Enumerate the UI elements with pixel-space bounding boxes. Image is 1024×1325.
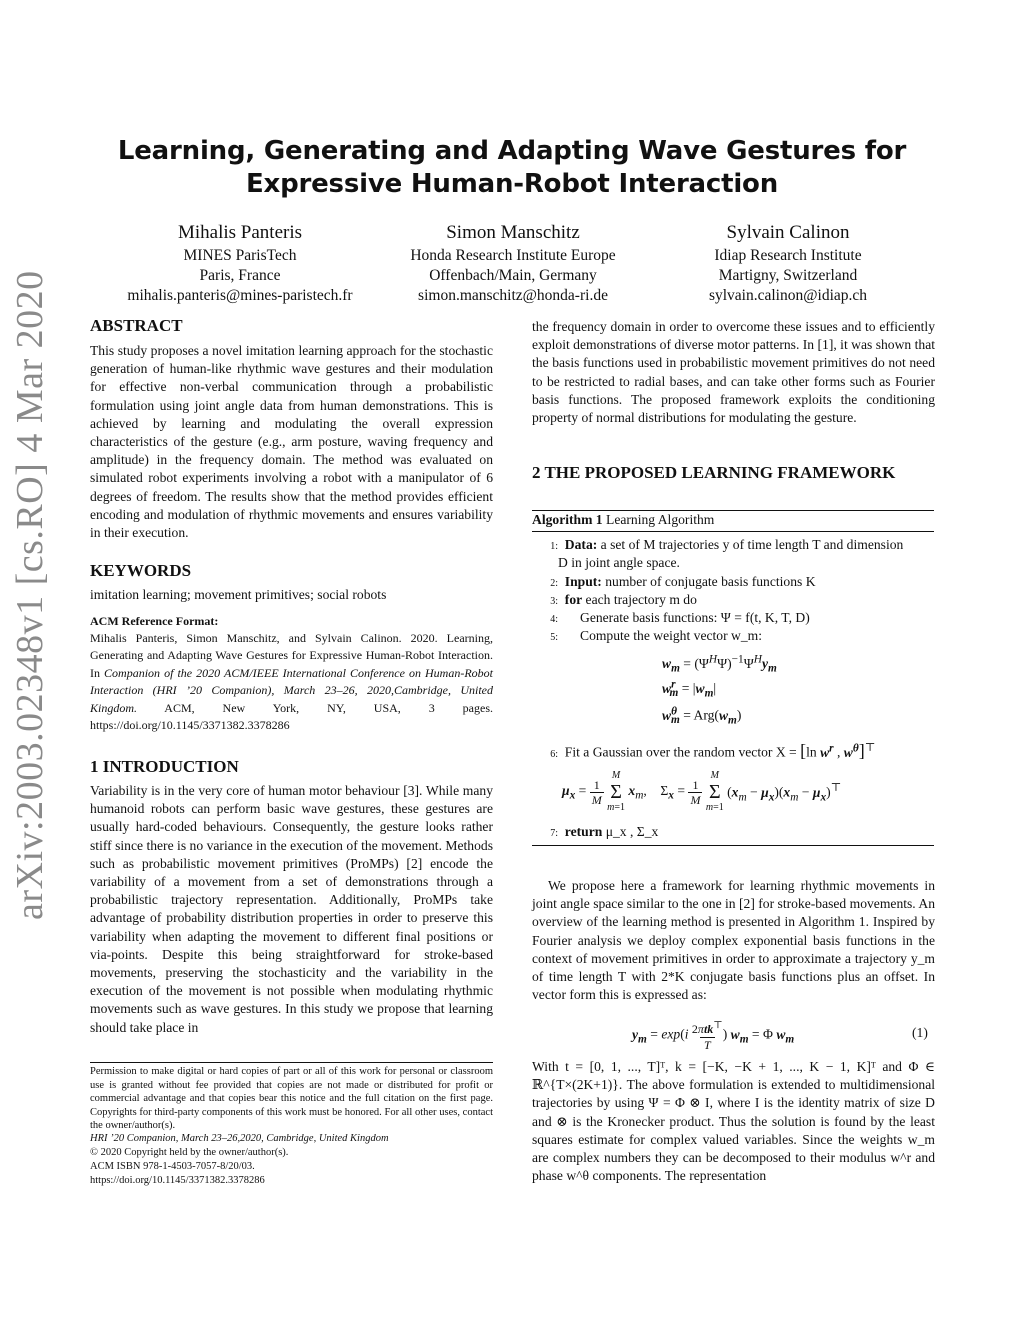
equation-wr: $w^r_m = |w_m|$ xyxy=(662,678,717,700)
abstract-heading: ABSTRACT xyxy=(90,316,183,335)
algo-caption xyxy=(532,511,934,529)
title-line-2: Expressive Human-Robot Interaction xyxy=(245,169,779,199)
algo-line: 1: Data: a set of M trajectories y of time length T and dimension xyxy=(550,537,904,552)
algo-line: 3: for each trajectory m do xyxy=(550,592,697,607)
acm-ref-authors: Mihalis Panteris, Simon Manschitz, and Sylvain Calinon. 2020. Learning, Generating and Adapting Wave Gestures for Expressive Human-Robot Interaction. In xyxy=(90,631,493,680)
abstract-text: This study proposes a novel imitation learning approach for the stochastic generation of human-like rhythmic wave gestures and their modulation for effective non-verbal communication through a probabilistic formulation using joint angle data from human demonstrations. This is achieved by learning and modulating the overall expression characteristics of the gesture (e.g., arm posture, waving frequency and amplitude) in the frequency domain. The method was evaluated on simulated robot experiments involving a robot with a manipulator of 6 degrees of freedom. The results show that the method provides efficient encoding and modulation of rhythmic movements and ensures variability in their execution. xyxy=(90,343,493,541)
author-location: Offenbach/Main, Germany xyxy=(429,267,597,284)
author-affiliation: MINES ParisTech xyxy=(183,247,297,264)
keywords-heading: KEYWORDS xyxy=(90,561,192,580)
footnote-permission: Permission to make digital or hard copies of part or all of this work for personal or classroom use is granted without fee provided that copies are not made or distributed for profit or commercial advantage and that copies bear this notice and the full citation on the first page. Copyrights for third-party components of this work must be honored. For all other uses, contact the owner/author(s). xyxy=(90,1066,493,1131)
keywords-text: imitation learning; movement primitives; social robots xyxy=(90,587,387,602)
algo-label: Algorithm 1 xyxy=(532,512,603,527)
author-email: simon.manschitz@honda-ri.de xyxy=(418,287,608,304)
framework-text: We propose here a framework for learning rhythmic movements in joint angle space similar to the one in [2] for stroke-based movements. An overview of the learning method is presented in Algorithm 1. Inspired by Fourier analysis we deploy complex exponential basis functions in the context of movement primitives in order to approximate a trajectory y_m of time length T with 2*K conjugate basis functions plus an offset. In vector form this is expressed as: xyxy=(532,878,935,1003)
algo-title: Learning Algorithm xyxy=(606,512,715,527)
author-email: mihalis.panteris@mines-paristech.fr xyxy=(127,287,353,304)
paper-title xyxy=(0,135,1024,201)
title-line-1: Learning, Generating and Adapting Wave Gestures for xyxy=(117,136,907,166)
arxiv-side-stamp: arXiv:2003.02348v1 [cs.RO] 4 Mar 2020 xyxy=(9,270,51,920)
algo-line: D in joint angle space. xyxy=(558,555,680,570)
algo-bottom-rule xyxy=(532,845,934,846)
author-affiliation: Idiap Research Institute xyxy=(714,247,862,264)
equation-1: $y_m = \exp(i$ 2πtk⊤ T) $w_m = \Phi$ $w_m$ xyxy=(632,1020,795,1052)
author-block-2 xyxy=(373,220,653,306)
author-location: Paris, France xyxy=(199,267,281,284)
footnote-rule xyxy=(90,1062,493,1063)
author-email: sylvain.calinon@idiap.ch xyxy=(708,287,868,304)
author-location: Martigny, Switzerland xyxy=(718,267,858,284)
footnote-isbn: ACM ISBN 978-1-4503-7057-8/20/03. xyxy=(90,1161,255,1172)
right-intro-continuation: the frequency domain in order to overcome these issues and to efficiently exploit demonstrations of diverse motor patterns. In [1], it was shown that the basis functions used in probabilistic movement primitives do not need to be restricted to radial bases, and can take other forms such as Fourier basis functions. The proposed framework exploits the conditioning property of normal distributions for modulating the gesture. xyxy=(532,319,935,426)
footnote-copyright: © 2020 Copyright held by the owner/author(s). xyxy=(90,1147,289,1158)
algo-line: 6: Fit a Gaussian over the random vector X = [ln $w^r$ , $w^\theta]^⊤$ xyxy=(550,740,876,761)
intro-heading: 1 INTRODUCTION xyxy=(90,757,239,776)
equation-gaussian: $\mu_x = 1$ M M Σ m=1 $x_m$, $\Sigma_x = 1$ M M Σ m=1 $(x_m - \mu_x)(x_m - \mu_x)^⊤$ xyxy=(562,770,842,813)
equation-wtheta: $w^\theta_m = Arg(w_m)$ xyxy=(662,705,742,727)
final-paragraph: With t = [0, 1, ..., T]ᵀ, k = [−K, −K + 1, ..., K − 1, K]ᵀ and Φ ∈ ℝ^{T×(2K+1)}. The above formulation is extended to multidimensional trajectories by using Ψ = Φ ⊗ I, where I is the identity matrix of size D and ⊗ is the Kronecker product. Thus the solution is found by the least squares estimate for complex valued variables. Since the weights w_m are complex numbers they can be decomposed to their modulus w^r and phase w^θ components. The representation xyxy=(532,1059,935,1184)
intro-text: Variability is in the very core of human motor behaviour [3]. While many humanoid robots can perform basic wave gestures, these gestures are usually hard-coded behaviours. Consequently, the gesture looks rather stiff since there is no variance in the execution of the movement. Methods such as probabilistic movement primitives (ProMPs) [2] encode the variability of a movement from a set of demonstrations through a probabilistic trajectory representation. Additionally, ProMPs take advantage of probability distribution properties in order to preserve this variability when adapting the movement to different final positions or via-points. Despite this being straightforward for stroke-based movements, preserving the stochasticity and the variability in the execution of the movement is not possible when modulating rhythmic movements such as wave gestures. In this study we propose that learning should take place in xyxy=(90,783,493,1035)
algo-line: 4: Generate basis functions: Ψ = f(t, K, T, D) xyxy=(550,610,810,625)
author-block-3 xyxy=(648,220,928,306)
equation-number: (1) xyxy=(912,1025,928,1040)
algo-line: 5: Compute the weight vector w_m: xyxy=(550,628,762,643)
acm-reference xyxy=(90,630,493,734)
author-name: Simon Manschitz xyxy=(446,222,580,243)
equation-wm: $w_m = (\Psi^H\Psi)^{-1}\Psi^Hy_m$ xyxy=(662,653,777,675)
acm-ref-tail: ACM, New York, NY, USA, 3 pages. https://doi.org/10.1145/3371382.3378286 xyxy=(90,700,493,733)
acm-ref-venue: Companion of the 2020 ACM/IEEE International Conference on Human-Robot Interaction (HRI ’20 Companion), March 23–26, 2020,Cambridge, United Kingdom. xyxy=(90,665,493,715)
author-block-1 xyxy=(100,220,380,306)
footnote-doi: https://doi.org/10.1145/3371382.3378286 xyxy=(90,1175,265,1186)
author-affiliation: Honda Research Institute Europe xyxy=(410,247,616,264)
acm-ref-heading: ACM Reference Format: xyxy=(90,614,219,628)
algo-caption-rule xyxy=(532,531,934,532)
footnote-venue: HRI ’20 Companion, March 23–26,2020, Cambridge, United Kingdom xyxy=(90,1133,389,1144)
author-name: Sylvain Calinon xyxy=(726,222,850,243)
algo-line: 2: Input: number of conjugate basis functions K xyxy=(550,574,816,589)
algo-line: 7: return μ_x , Σ_x xyxy=(550,824,659,839)
author-name: Mihalis Panteris xyxy=(177,222,303,243)
framework-heading: 2 THE PROPOSED LEARNING FRAMEWORK xyxy=(532,463,896,482)
